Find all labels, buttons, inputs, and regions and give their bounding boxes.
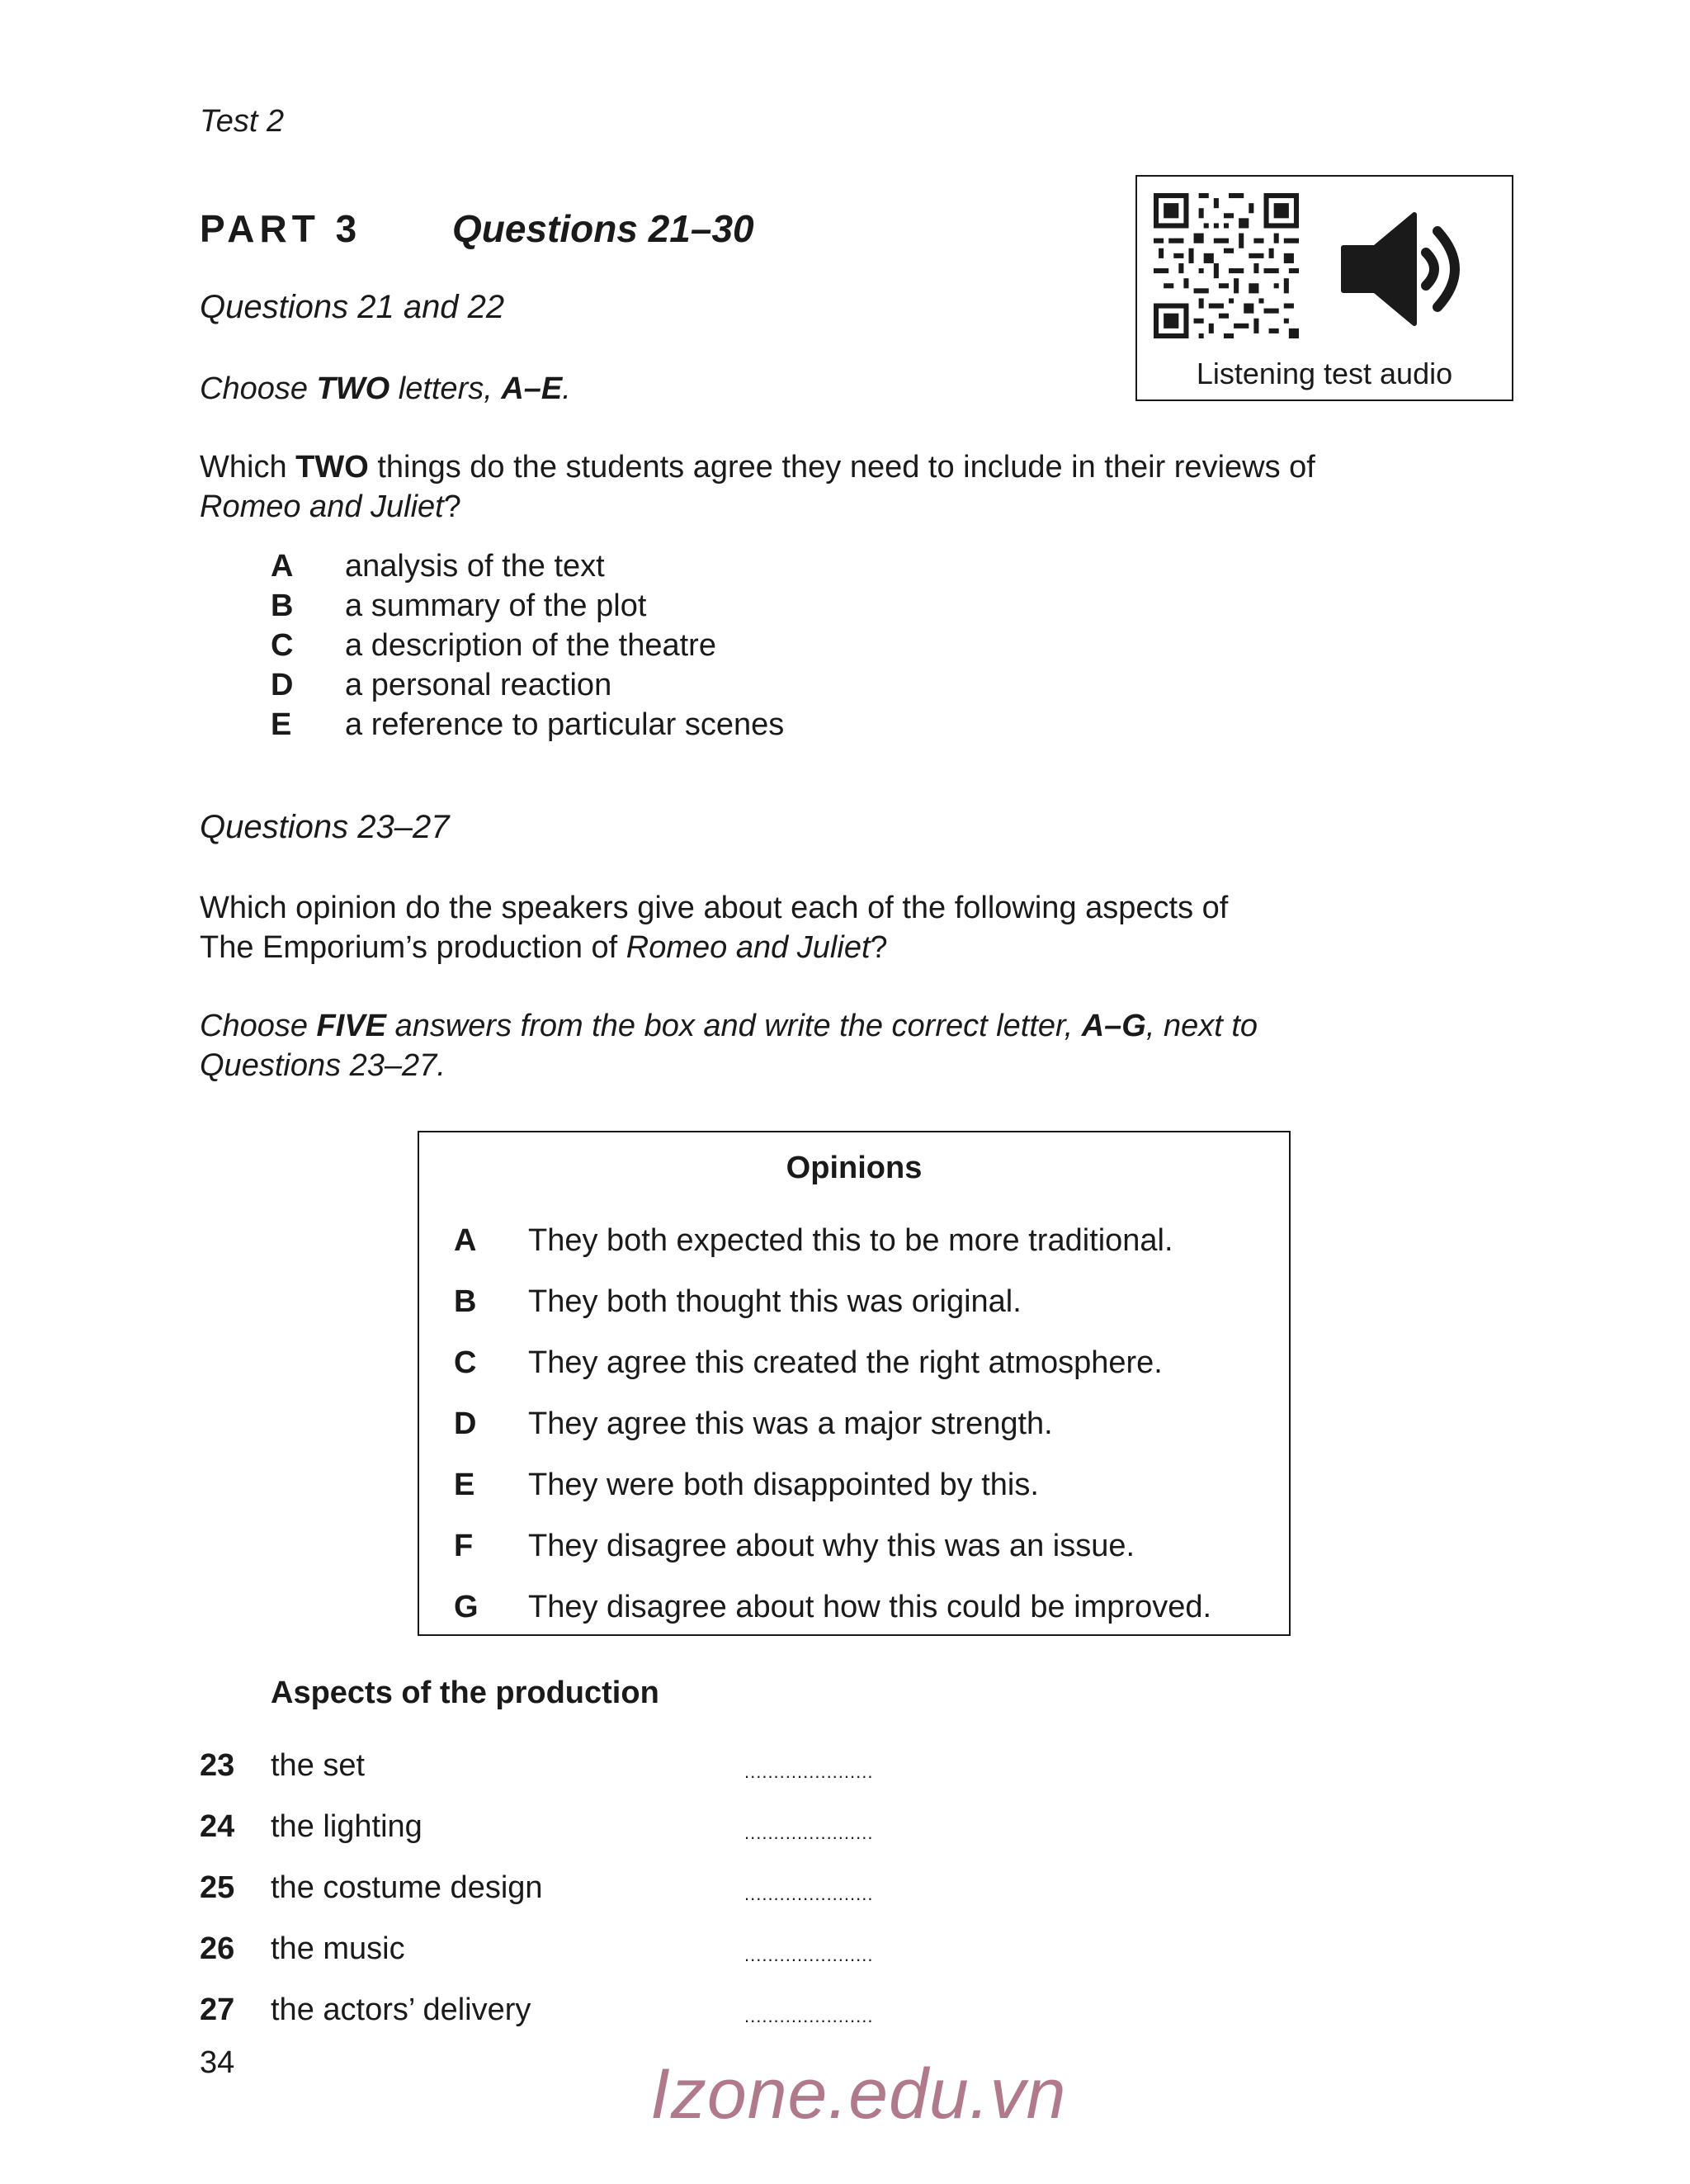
opinion-item xyxy=(454,1210,1211,1271)
choice-option[interactable] xyxy=(271,546,784,586)
opinion-text: They both expected this to be more traditional. xyxy=(528,1222,1173,1258)
choice-list xyxy=(271,546,784,745)
aspect-label: the music xyxy=(271,1931,405,1966)
instruction-text: letters, xyxy=(389,371,502,406)
instruction-text: answers from the box and write the correct letter, xyxy=(386,1009,1082,1043)
choice-text: a summary of the plot xyxy=(345,588,647,623)
aspect-label: the costume design xyxy=(271,1870,543,1905)
opinion-item xyxy=(454,1332,1211,1393)
part-heading xyxy=(200,206,754,251)
opinion-letter: E xyxy=(454,1467,475,1502)
opinion-item xyxy=(454,1577,1211,1638)
instruction-emphasis: TWO xyxy=(316,371,390,406)
opinion-text: They both thought this was original. xyxy=(528,1283,1022,1319)
instruction-text: Choose xyxy=(200,1009,317,1043)
choice-text: analysis of the text xyxy=(345,548,605,584)
opinion-text: They agree this was a major strength. xyxy=(528,1406,1053,1441)
answer-blank[interactable]: ...................... xyxy=(744,2006,874,2026)
opinion-letter: F xyxy=(454,1528,474,1563)
instruction-text: . xyxy=(562,371,571,406)
instruction-text: Choose xyxy=(200,371,317,406)
choice-option[interactable] xyxy=(271,586,784,626)
answer-blank[interactable]: ...................... xyxy=(744,1884,874,1904)
question-text: things do the students agree they need to include in their reviews of xyxy=(368,450,1315,485)
opinions-box xyxy=(418,1131,1291,1636)
section2-instruction xyxy=(200,1006,1437,1085)
choice-option[interactable] xyxy=(271,626,784,665)
aspect-item xyxy=(200,1857,873,1918)
aspects-list xyxy=(200,1735,873,2040)
question-text: The Emporium’s production of xyxy=(200,930,626,965)
aspect-item xyxy=(200,1735,873,1796)
answer-blank[interactable]: ...................... xyxy=(744,1822,874,1843)
watermark: Izone.edu.vn xyxy=(650,2054,1067,2134)
opinion-text: They disagree about how this could be improved. xyxy=(528,1589,1212,1624)
aspects-heading: Aspects of the production xyxy=(271,1676,659,1710)
opinion-item xyxy=(454,1454,1211,1515)
choice-text: a reference to particular scenes xyxy=(345,707,785,742)
choice-text: a description of the theatre xyxy=(345,627,716,663)
instruction-letter-range: A–E xyxy=(501,371,563,406)
choice-letter: A xyxy=(271,548,294,584)
play-title: Romeo and Juliet xyxy=(625,930,871,965)
answer-blank[interactable]: ...................... xyxy=(744,1945,874,1965)
speaker-icon[interactable] xyxy=(1340,206,1469,332)
aspect-label: the lighting xyxy=(271,1808,422,1844)
opinion-item xyxy=(454,1393,1211,1454)
choice-letter: D xyxy=(271,667,294,702)
audio-caption: Listening test audio xyxy=(1196,357,1453,390)
question-emphasis: TWO xyxy=(295,450,369,485)
choice-letter: E xyxy=(271,707,292,742)
opinion-item xyxy=(454,1271,1211,1332)
opinion-letter: A xyxy=(454,1222,477,1258)
question-text: ? xyxy=(443,489,461,524)
opinion-letter: C xyxy=(454,1345,477,1380)
choice-text: a personal reaction xyxy=(345,667,612,702)
part-label: PART 3 xyxy=(200,207,362,250)
opinion-letter: G xyxy=(454,1589,479,1624)
aspect-item xyxy=(200,1979,873,2040)
question-text: Which xyxy=(200,450,296,485)
page-number: 34 xyxy=(200,2045,235,2080)
choice-letter: B xyxy=(271,588,294,623)
play-title: Romeo and Juliet xyxy=(200,489,444,524)
question-number: 23 xyxy=(200,1747,235,1783)
question-number: 25 xyxy=(200,1870,235,1905)
question-text: ? xyxy=(870,930,888,965)
opinions-title: Opinions xyxy=(786,1151,923,1185)
instruction-text: , next to xyxy=(1145,1009,1258,1043)
choice-option[interactable] xyxy=(271,665,784,705)
running-head: Test 2 xyxy=(200,104,285,139)
choice-letter: C xyxy=(271,627,294,663)
opinion-letter: D xyxy=(454,1406,477,1441)
instruction-letter-range: A–G xyxy=(1081,1009,1146,1043)
section1-heading: Questions 21 and 22 xyxy=(200,289,505,325)
section2-question xyxy=(200,888,1421,967)
listening-audio-box[interactable] xyxy=(1135,175,1513,401)
aspect-label: the set xyxy=(271,1747,366,1783)
opinion-text: They agree this created the right atmosphere. xyxy=(528,1345,1163,1380)
opinion-letter: B xyxy=(454,1283,477,1319)
choice-option[interactable] xyxy=(271,705,784,745)
opinion-item xyxy=(454,1515,1211,1577)
aspect-item xyxy=(200,1796,873,1857)
section2-heading: Questions 23–27 xyxy=(200,809,450,845)
opinion-text: They were both disappointed by this. xyxy=(528,1467,1039,1502)
question-number: 26 xyxy=(200,1931,235,1966)
opinions-list xyxy=(454,1210,1211,1638)
instruction-text: Questions 23–27. xyxy=(200,1048,446,1083)
section1-instruction xyxy=(200,369,571,409)
answer-blank[interactable]: ...................... xyxy=(744,1761,874,1782)
opinion-text: They disagree about why this was an issue. xyxy=(528,1528,1135,1563)
part-question-range: Questions 21–30 xyxy=(452,207,754,250)
question-text: Which opinion do the speakers give about each of the following aspects of xyxy=(200,891,1229,925)
instruction-emphasis: FIVE xyxy=(316,1009,387,1043)
aspect-item xyxy=(200,1918,873,1979)
question-number: 27 xyxy=(200,1992,235,2027)
question-number: 24 xyxy=(200,1808,235,1844)
qr-code[interactable] xyxy=(1154,193,1299,338)
aspect-label: the actors’ delivery xyxy=(271,1992,531,2027)
section1-question xyxy=(200,447,1421,527)
